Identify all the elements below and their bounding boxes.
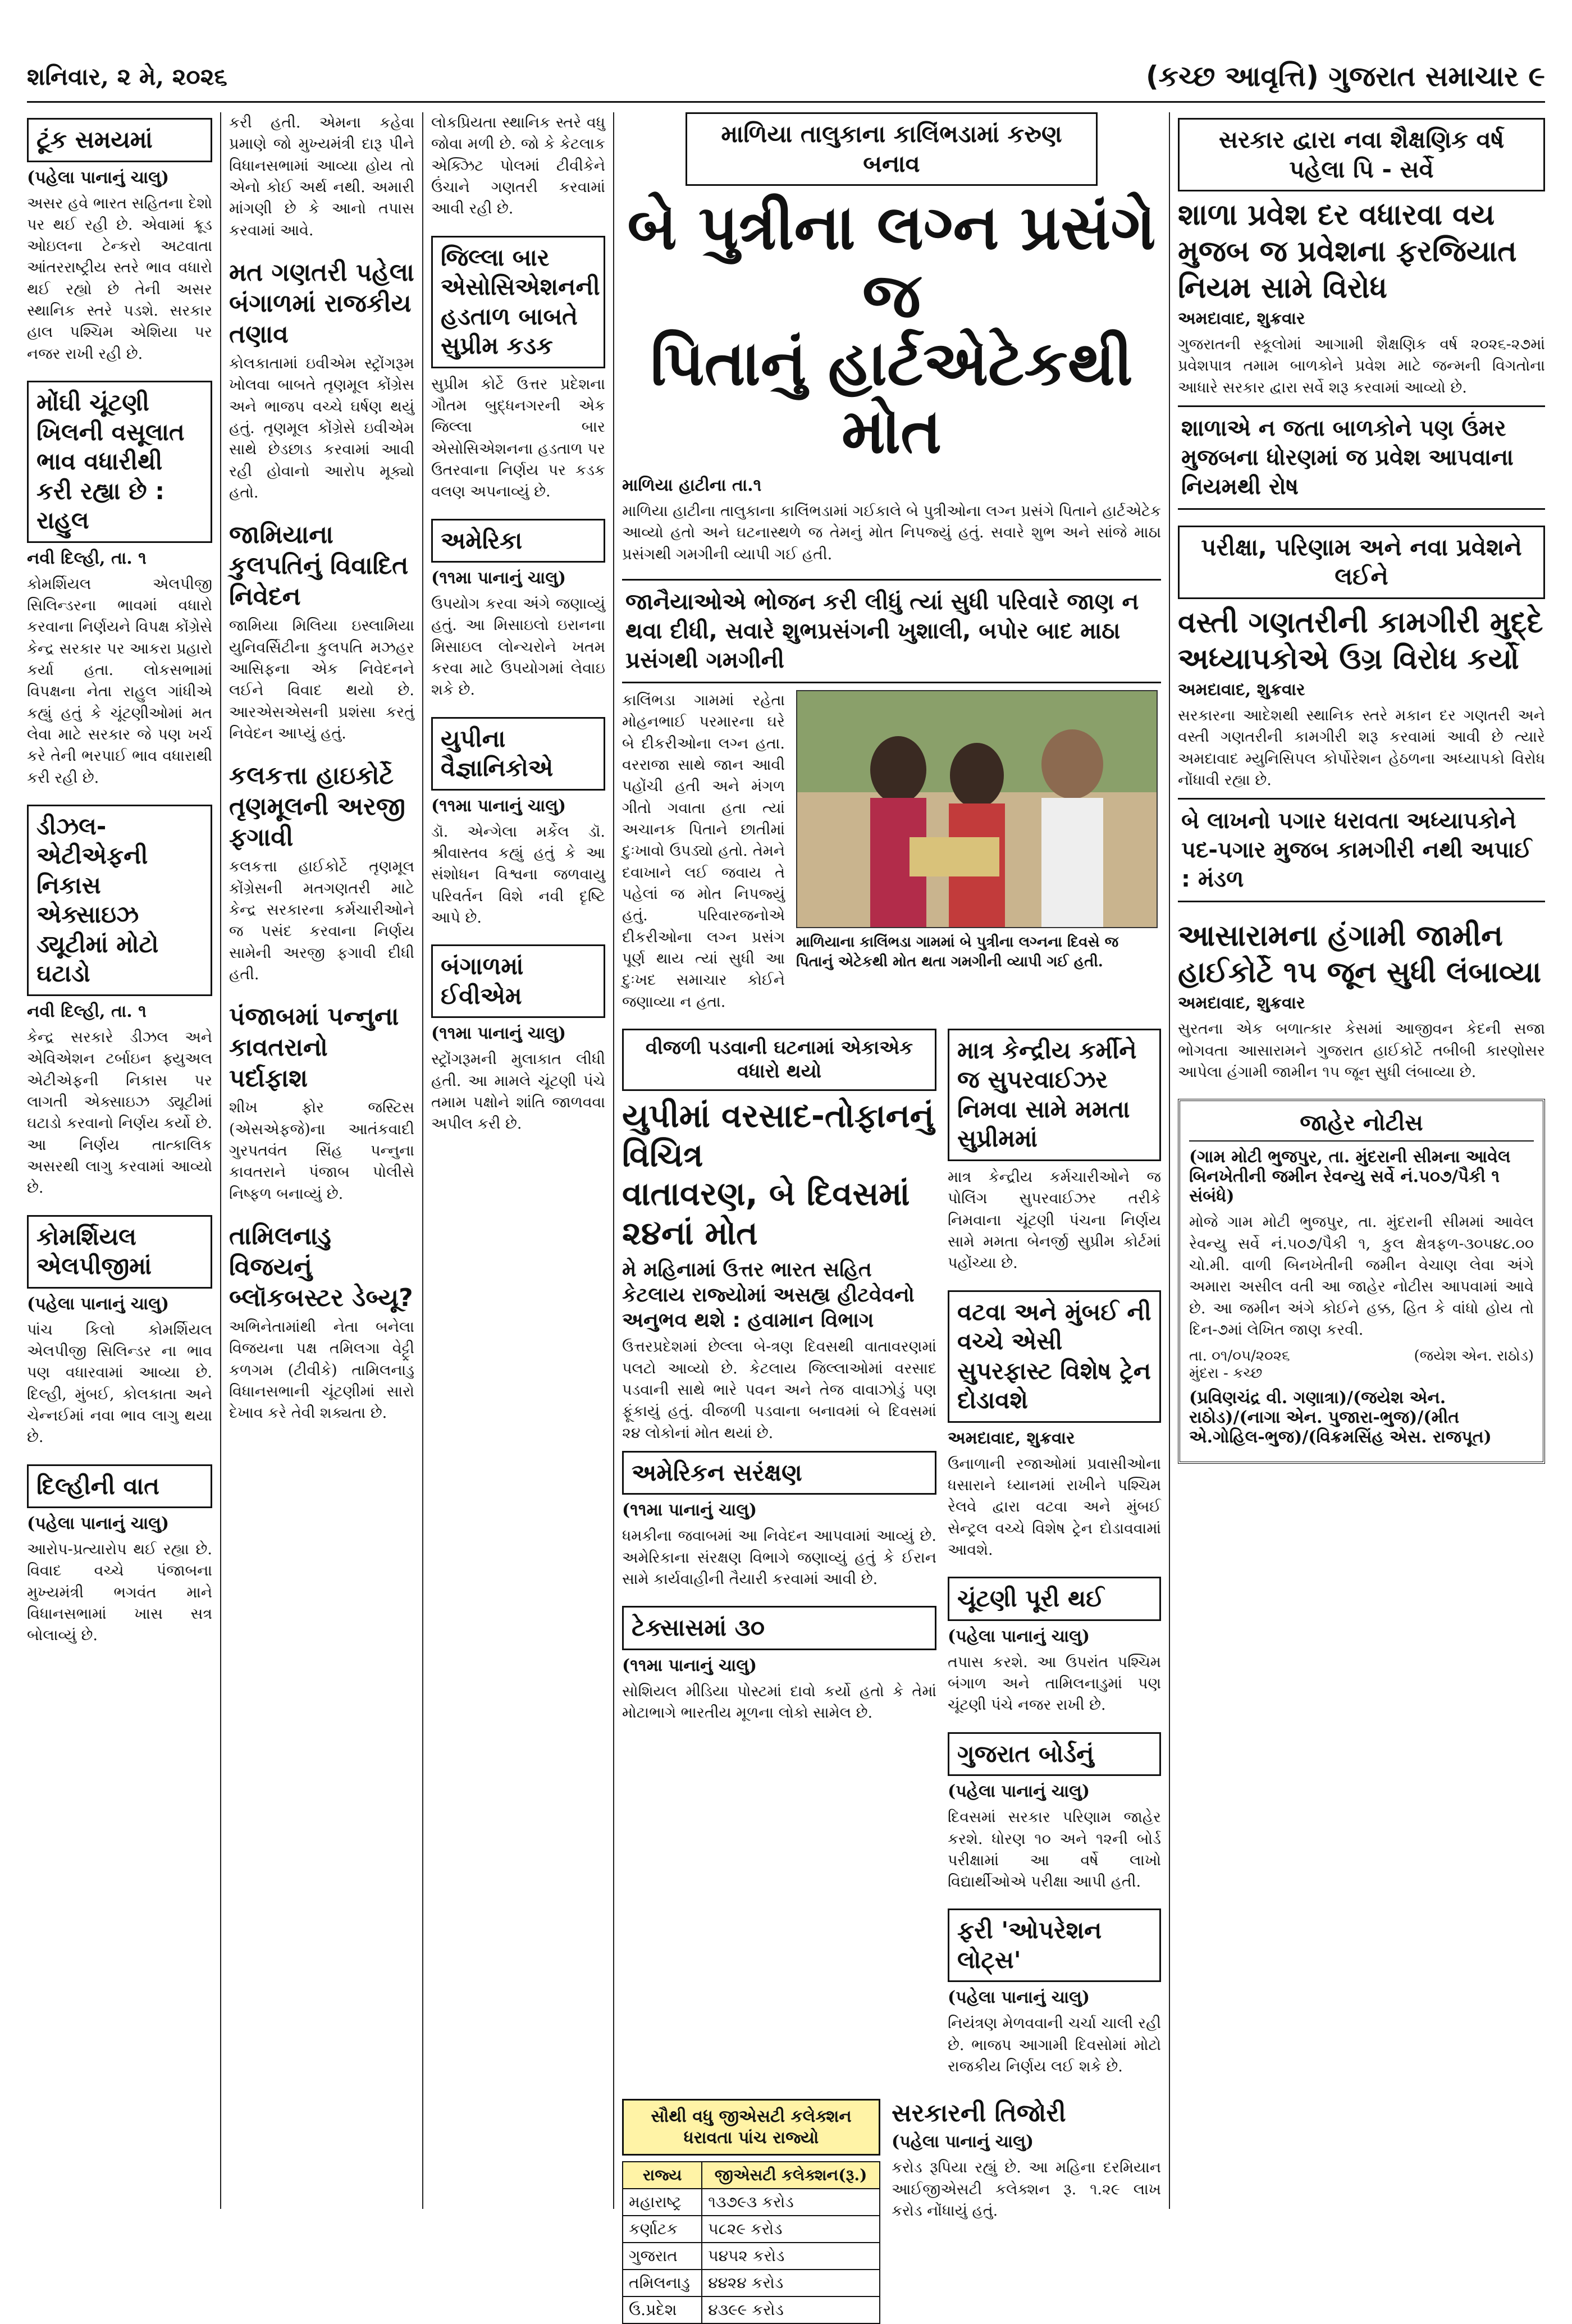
story-body: ઉનાળાની રજાઓમાં પ્રવાસીઓના ધસારાને ધ્યાનમાં રાખીને પશ્ચિમ રેલવે દ્વારા વટવા અને મુંબઈ સેન્ટ્રલ વચ્ચે વિશેષ ટ્રેન દોડાવવામાં આવશે. <box>948 1455 1161 1559</box>
news-story <box>948 1290 1161 1561</box>
story-kicker: (૧૧મા પાનાનું ચાલુ) <box>622 1500 757 1521</box>
news-story <box>948 1577 1161 1716</box>
story-body: સોશિયલ મીડિયા પોસ્ટમાં દાવો કર્યો હતો કે તેમાં મોટાભાગે ભારતીય મૂળના લોકો સામેલ છે. <box>622 1682 936 1722</box>
weather-headline-2: વાતાવરણ, બે દિવસમાં ૨૪નાં મોત <box>622 1175 910 1252</box>
lead-story <box>622 112 1161 2320</box>
story-headline: વટવા અને મુંબઈ ની વચ્ચે એસી સુપરફાસ્ટ વિશેષ ટ્રેન દોડાવશે <box>948 1290 1161 1423</box>
column-rule <box>220 112 221 2209</box>
page-header <box>27 22 1545 103</box>
column-rule <box>1169 112 1170 2209</box>
right-story-dateline: અમદાવાદ, શુક્રવાર <box>1178 993 1305 1013</box>
gst-state-cell: ઉ.પ્રદેશ <box>623 2296 702 2323</box>
story-body: અભિનેતામાંથી નેતા બનેલા વિજયના પક્ષ તમિલગા વેટ્ટ્રી કળગમ (ટીવીકે) તામિલનાડુ વિધાનસભાની ચૂંટણીમાં સારો દેખાવ કરે તેવી શક્યતા છે. <box>229 1318 414 1422</box>
story-headline: પંજાબમાં પન્નુના કાવતરાનો પર્દાફાશ <box>229 1002 399 1093</box>
story-headline: ફરી 'ઓપરેશન લોટ્સ' <box>948 1908 1161 1982</box>
story-body: દિવસમાં સરકાર પરિણામ જાહેર કરશે. ધોરણ ૧૦ અને ૧૨ની બોર્ડ પરીક્ષામાં આ વર્ષે લાખો વિદ્યાર્થીઓએ પરીક્ષા આપી હતી. <box>948 1809 1161 1891</box>
notice-date: તા. ૦૧/૦૫/૨૦૨૬ <box>1189 1348 1290 1365</box>
gst-state-cell: કર્ણાટક <box>623 2216 702 2243</box>
story-headline: ગુજરાત બોર્ડનું <box>948 1732 1161 1777</box>
story-headline: દિલ્હીની વાત <box>27 1464 212 1509</box>
news-story <box>27 1464 212 1647</box>
gst-amount-cell: ૪૪૨૪ કરોડ <box>702 2270 880 2296</box>
story-headline: મત ગણતરી પહેલા બંગાળમાં રાજકીય તણાવ <box>229 258 414 349</box>
story-body: સ્ટ્રોંગરૂમની મુલાકાત લીધી હતી. આ મામલે ચૂંટણી પંચે તમામ પક્ષોને શાંતિ જાળવવા અપીલ કરી છે. <box>431 1051 605 1133</box>
news-story <box>431 519 605 701</box>
story-headline: અમેરિકન સરંક્ષણ <box>622 1451 936 1495</box>
right-story-body: સુરતના એક બળાત્કાર કેસમાં આજીવન કેદની સજા ભોગવતા આસારામને ગુજરાત હાઈકોર્ટે તબીબી કારણોસર આપેલા હંગામી જામીન ૧૫ જૂન સુધી લંબાવ્યા છે. <box>1178 1020 1545 1081</box>
gst-state-cell: મહારાષ્ટ્ર <box>623 2189 702 2216</box>
story-headline: ડીઝલ-એટીએફની નિકાસ એક્સાઇઝ ડ્યૂટીમાં મોટો ઘટાડો <box>27 805 212 996</box>
news-story <box>27 1215 212 1449</box>
news-story <box>229 1221 414 1424</box>
column-1 <box>27 112 212 2209</box>
notice-title: જાહેર નોટીસ <box>1189 1110 1534 1142</box>
story-headline: મોંઘી ચૂંટણી ખિલની વસૂલાત ભાવ વધારીથી કરી રહ્યા છે : રાહુલ <box>27 381 212 543</box>
gst-header-state: રાજ્ય <box>623 2162 702 2189</box>
lead-subheadline: જાનૈયાઓએ ભોજન કરી લીધું ત્યાં સુધી પરિવારે જાણ ન થવા દીધી, સવારે શુભપ્રસંગની ખુશાલી, બપોર બાદ માઠા પ્રસંગથી ગમગીની <box>622 579 1161 683</box>
treasury-kicker: (પહેલા પાનાનું ચાલુ) <box>892 2132 1034 2152</box>
story-kicker: (૧૧મા પાનાનું ચાલુ) <box>431 1024 566 1044</box>
gst-amount-cell: ૧૩૭૯૩ કરોડ <box>702 2189 880 2216</box>
center-left-briefs <box>622 1451 936 1724</box>
story-headline: યુપીના વૈજ્ઞાનિકોએ <box>431 717 605 791</box>
story-body: જામિયા મિલિયા ઇસ્લામિયા યુનિવર્સિટીના કુલપતિ મઝહર આસિફના એક નિવેદનને લઈને વિવાદ થયો છે. આરએસએસની પ્રશંસા કરતું નિવેદન આપ્યું હતું. <box>229 617 414 742</box>
news-story <box>431 236 605 503</box>
wedding-photo <box>796 690 1158 928</box>
story-headline: ટૂંક સમયમાં <box>27 118 212 162</box>
gst-state-cell: ગુજરાત <box>623 2243 702 2270</box>
lead-kicker: માળિયા તાલુકાના કાલિંભડામાં કરુણ બનાવ <box>686 112 1098 186</box>
news-story <box>948 1029 1161 1275</box>
story-headline: ચૂંટણી પૂરી થઈ <box>948 1577 1161 1621</box>
story-kicker: (પહેલા પાનાનું ચાલુ) <box>948 1988 1090 2008</box>
right-story-kicker: સરકાર દ્વારા નવા શૈક્ષણિક વર્ષ પહેલા પિ - સર્વે <box>1178 118 1545 191</box>
story-kicker: (પહેલા પાનાનું ચાલુ) <box>948 1782 1090 1802</box>
treasury-body: કરોડ રૂપિયા રહ્યું છે. આ મહિના દરમિયાન આઈજીએસટી કલેક્શન રૂ. ૧.૨૯ લાખ કરોડ નોંધાયું હતું. <box>892 2159 1161 2220</box>
news-story <box>229 1001 414 1205</box>
photo-caption: માળિયાના કાલિંભડા ગામમાં બે પુત્રીના લગ્નના દિવસે જ પિતાનું એટેકથી મોત થતા ગમગીની વ્યાપી ગઈ હતી. <box>796 933 1119 971</box>
gst-table-title: સૌથી વધુ જીએસટી કલેક્શન ધરાવતા પાંચ રાજ્યો <box>622 2099 880 2156</box>
gst-amount-cell: ૫૮૨૯ કરોડ <box>702 2216 880 2243</box>
notice-subtitle: (ગામ મોટી ભુજપુર, તા. મુંદરાની સીમના આવેલ બિનખેતીની જમીન રેવન્યુ સર્વે નં.૫૦૭/પૈકી ૧ સંબંધે) <box>1189 1147 1511 1207</box>
story-headline: બંગાળમાં ઈવીએમ <box>431 944 605 1018</box>
issue-date: શનિવાર, ૨ મે, ૨૦૨૬ <box>27 63 227 90</box>
column-2 <box>229 112 414 2209</box>
right-story-dateline: અમદાવાદ, શુક્રવાર <box>1178 679 1305 700</box>
lead-headline-line-2: પિતાનું હાર્ટએટેકથી મોત <box>650 327 1133 467</box>
gst-table-row <box>623 2243 880 2270</box>
public-notice <box>1178 1099 1545 1464</box>
gst-table-row <box>623 2270 880 2296</box>
news-story <box>229 112 414 241</box>
notice-footer: (પ્રવિણચંદ્ર વી. ગણાત્રા)/(જયેશ એન. રાઠોડ)/(નાગા એન. પુજારા-ભુજ)/(મીત એ.ગોહિલ-ભુજ)/(વિક્રમસિંહ એસ. રાજપૂત) <box>1189 1388 1492 1448</box>
edition-label: (કચ્છ આવૃત્તિ) <box>1145 60 1319 93</box>
news-story <box>27 805 212 1199</box>
news-story <box>229 257 414 504</box>
gst-header-amount: જીએસટી કલેક્શન(રૂ.) <box>702 2162 880 2189</box>
gst-table-row <box>623 2216 880 2243</box>
treasury-headline: સરકારની તિજોરી <box>892 2099 1066 2128</box>
story-body: કોમર્શિયલ એલપીજી સિલિન્ડરના ભાવમાં વધારો કરવાના નિર્ણયને વિપક્ષ કોંગ્રેસે કેન્દ્ર સરકાર પર આકરા પ્રહારો કર્યા હતા. લોકસભામાં વિપક્ષના નેતા રાહુલ ગાંધીએ કહ્યું હતું કે ચૂંટણીઓમાં મત લેવા માટે સરકાર જે પણ ખર્ચ કરે તેની ભરપાઈ ભાવ વધારાથી કરી રહી છે. <box>27 575 212 787</box>
right-story-dateline: અમદાવાદ, શુક્રવાર <box>1178 309 1305 328</box>
story-kicker: નવી દિલ્હી, તા. ૧ <box>27 548 147 568</box>
news-story <box>622 1606 936 1724</box>
news-story <box>229 519 414 745</box>
story-kicker: અમદાવાદ, શુક્રવાર <box>948 1428 1075 1448</box>
story-kicker: (૧૧મા પાનાનું ચાલુ) <box>431 568 566 588</box>
notice-signer: (જયેશ એન. રાઠોડ) <box>1414 1348 1534 1365</box>
story-body: આરોપ-પ્રત્યારોપ થઈ રહ્યા છે. વિવાદ વચ્ચે પંજાબના મુખ્યમંત્રી ભગવંત માને વિધાનસભામાં ખાસ સત્ર બોલાવ્યું છે. <box>27 1541 212 1645</box>
news-story <box>431 717 605 929</box>
right-story <box>1178 118 1545 510</box>
right-story-subheadline: શાળાએ ન જતા બાળકોને પણ ઉંમર મુજબના ધોરણમાં જ પ્રવેશ આપવાના નિયમથી રોષ <box>1178 405 1545 510</box>
story-body: શીખ ફોર જસ્ટિસ (એસએફજે)ના આતંકવાદી ગુરપતવંત સિંહ પન્નુના કાવતરાને પંજાબ પોલીસે નિષ્ફળ બનાવ્યું છે. <box>229 1099 414 1203</box>
story-body: પાંચ કિલો કોમર્શિયલ એલપીજી સિલિન્ડર ના ભાવ પણ વધારવામાં આવ્યા છે. દિલ્હી, મુંબઈ, કોલકાતા અને ચેન્નઈમાં નવા ભાવ લાગુ થયા છે. <box>27 1321 212 1446</box>
story-kicker: (પહેલા પાનાનું ચાલુ) <box>27 1294 170 1314</box>
lead-dateline: માળિયા હાટીના તા.૧ <box>622 476 762 495</box>
right-story-headline: શાળા પ્રવેશ દર વધારવા વય મુજબ જ પ્રવેશના ફરજિયાત નિયમ સામે વિરોધ <box>1178 198 1517 305</box>
right-story-headline: વસ્તી ગણતરીની કામગીરી મુદ્દે અધ્યાપકોએ ઉગ્ર વિરોધ કર્યો <box>1178 605 1543 676</box>
lead-body: કાલિંભડા ગામમાં રહેતા મોહનભાઈ પરમારના ઘરે બે દીકરીઓના લગ્ન હતા. વરરાજા સાથે જાન આવી પહોંચી હતી અને મંગળ ગીતો ગવાતા હતા ત્યાં અચાનક પિતાને છાતીમાં દુઃખાવો ઉપડ્યો હતો. તેમને દવાખાને લઈ જવાય તે પહેલાં જ મોત નિપજ્યું હતું. પરિવારજનોએ દીકરીઓના લગ્ન પ્રસંગ પૂર્ણ થાય ત્યાં સુધી આ દુઃખદ સમાચાર કોઈને જણાવ્યા ન હતા. <box>622 691 785 1011</box>
story-body: તપાસ કરશે. આ ઉપરાંત પશ્ચિમ બંગાળ અને તામિલનાડુમાં પણ ચૂંટણી પંચે નજર રાખી છે. <box>948 1653 1161 1714</box>
notice-body: મોજે ગામ મોટી ભુજપુર, તા. મુંદરાની સીમમાં આવેલ રેવન્યુ સર્વે નં.૫૦૭/પૈકી ૧, કુલ ક્ષેત્રફળ-૩૦૫૪૮.૦૦ ચો.મી. વાળી બિનખેતીની જમીન વેચાણ લેવા અંગે અમારા અસીલ વતી આ જાહેર નોટીસ આપવામાં આવે છે. આ જમીન અંગે કોઈને હક્ક, હિત કે વાંધો હોય તો દિન-૭માં લેખિત જાણ કરવી. <box>1189 1213 1534 1339</box>
right-story-kicker: પરીક્ષા, પરિણામ અને નવા પ્રવેશને લઈને <box>1178 526 1545 599</box>
news-story <box>229 760 414 985</box>
story-body: લોકપ્રિયતા સ્થાનિક સ્તરે વધુ જોવા મળી છે. જો કે કેટલાક એક્ઝિટ પોલમાં ટીવીકેને ઉંચાને ગણતરી કરવામાં આવી રહી છે. <box>431 114 605 218</box>
story-body: ધમકીના જવાબમાં આ નિવેદન આપવામાં આવ્યું છે. અમેરિકાના સંરક્ષણ વિભાગે જણાવ્યું હતું કે ઈરાન સામે કાર્યવાહીની તૈયારી કરવામાં આવી છે. <box>622 1527 936 1588</box>
story-headline: અમેરિકા <box>431 519 605 563</box>
paper-name: ગુજરાત સમાચાર ૯ <box>1328 60 1545 93</box>
news-story <box>948 1732 1161 1893</box>
story-body: કેન્દ્ર સરકારે ડીઝલ અને એવિએશન ટર્બાઇન ફ્યુઅલ એટીએફની નિકાસ પર લાગતી એક્સાઇઝ ડ્યૂટીમાં ઘટાડો કરવાનો નિર્ણય કર્યો છે. આ નિર્ણય તાત્કાલિક અસરથી લાગુ કરવામાં આવ્યો છે. <box>27 1028 212 1197</box>
column-rule <box>613 112 614 2209</box>
right-story <box>1178 918 1545 1083</box>
right-story-body: ગુજરાતની સ્કૂલોમાં આગામી શૈક્ષણિક વર્ષ ૨૦૨૬-૨૭માં પ્રવેશપાત્ર તમામ બાળકોને પ્રવેશ માટે જન્મની વિગતોના આધારે સરકાર દ્વારા સર્વે શરૂ કરવામાં આવ્યો છે. <box>1178 336 1545 396</box>
right-column <box>1178 112 1545 2209</box>
right-story <box>1178 526 1545 902</box>
story-body: કોલકાતામાં ઇવીએમ સ્ટ્રોંગરૂમ ખોલવા બાબતે તૃણમૂલ કોંગ્રેસ અને ભાજપ વચ્ચે ઘર્ષણ થયું હતું. તૃણમૂલ કોંગ્રેસે ઇવીએમ સાથે છેડછાડ કરવામાં આવી રહી હોવાનો આરોપ મૂક્યો હતો. <box>229 354 414 501</box>
story-body: માત્ર કેન્દ્રીય કર્મચારીઓને જ પોલિંગ સુપરવાઈઝર તરીકે નિમવાના ચૂંટણી પંચના નિર્ણય સામે મમતા બેનર્જી સુપ્રીમ કોર્ટમાં પહોંચ્યા છે. <box>948 1168 1161 1272</box>
story-headline: કલકત્તા હાઇકોર્ટે તૃણમૂલની અરજી ફગાવી <box>229 761 405 852</box>
story-headline: ટેક્સાસમાં ૩૦ <box>622 1606 936 1650</box>
notice-place: મુંદરા - કચ્છ <box>1189 1365 1263 1382</box>
story-kicker: (૧૧મા પાનાનું ચાલુ) <box>622 1655 757 1675</box>
news-story <box>948 1908 1161 2078</box>
weather-body: ઉત્તરપ્રદેશમાં છેલ્લા બે-ત્રણ દિવસથી વાતાવરણમાં પલટો આવ્યો છે. કેટલાય જિલ્લાઓમાં વરસાદ પડવાની સાથે ભારે પવન અને તેજ વાવાઝોડું પણ ફૂંકાયું હતું. વીજળી પડવાના બનાવમાં બે દિવસમાં ૨૪ લોકોનાં મોત થયાં છે. <box>622 1338 936 1442</box>
story-kicker: (પહેલા પાનાનું ચાલુ) <box>27 167 170 188</box>
right-story-body: સરકારના આદેશથી સ્થાનિક સ્તરે મકાન દર ગણતરી અને વસ્તી ગણતરીની કામગીરી શરૂ કરવામાં આવી છે ત્યારે અમદાવાદ મ્યુનિસિપલ કોર્પોરેશન હેઠળના અધ્યાપકો વિરોધ નોંધાવી રહ્યા છે. <box>1178 706 1545 789</box>
news-story <box>27 118 212 365</box>
weather-kicker: વીજળી પડવાની ઘટનામાં એકાએક વધારો થયો <box>622 1029 936 1091</box>
gst-amount-cell: ૫૪૫૨ કરોડ <box>702 2243 880 2270</box>
gst-state-cell: તમિલનાડુ <box>623 2270 702 2296</box>
lead-headline-line-1: બે પુત્રીના લગ્ન પ્રસંગે જ <box>627 191 1156 331</box>
news-story <box>431 944 605 1135</box>
story-headline: માત્ર કેન્દ્રીય કર્મીને જ સુપરવાઈઝર નિમવા સામે મમતા સુપ્રીમમાં <box>948 1029 1161 1161</box>
gst-table <box>622 2161 880 2324</box>
story-kicker: (પહેલા પાનાનું ચાલુ) <box>27 1514 170 1533</box>
story-kicker: (૧૧મા પાનાનું ચાલુ) <box>431 796 566 816</box>
story-headline: જિલ્લા બાર એસોસિએશનની હડતાળ બાબતે સુપ્રીમ કડક <box>431 236 605 368</box>
column-3 <box>431 112 605 2209</box>
story-headline: તામિલનાડુ વિજયનું બ્લૉકબસ્ટર ડેબ્યૂ? <box>229 1221 413 1312</box>
story-kicker: (પહેલા પાનાનું ચાલુ) <box>948 1626 1090 1646</box>
story-body: કલકત્તા હાઈકોર્ટે તૃણમૂલ કોંગ્રેસની મતગણતરી માટે કેન્દ્ર સરકારના કર્મચારીઓને જ પસંદ કરવાના નિર્ણય સામેની અરજી ફગાવી દીધી હતી. <box>229 858 414 983</box>
story-body: ડૉ. એન્ગેલા મર્કેલ ડૉ. શ્રીવાસ્તવ કહ્યું હતું કે આ સંશોધન વિશ્વના જળવાયુ પરિવર્તન વિશે નવી દૃષ્ટિ આપે છે. <box>431 823 605 927</box>
photo-illustration <box>797 691 1157 927</box>
story-body: નિયંત્રણ મેળવવાની ચર્ચા ચાલી રહી છે. ભાજપ આગામી દિવસોમાં મોટો રાજકીય નિર્ણય લઈ શકે છે. <box>948 2015 1161 2076</box>
center-right-briefs <box>948 1029 1161 2078</box>
story-headline: કોમર્શિયલ એલપીજીમાં <box>27 1215 212 1289</box>
gst-table-row <box>623 2189 880 2216</box>
story-body: સુપ્રીમ કોર્ટે ઉત્તર પ્રદેશના ગૌતમ બુદ્ધનગરની એક જિલ્લા બાર એસોસિએશનના હડતાળ પર ઉતરવાના નિર્ણય પર કડક વલણ અપનાવ્યું છે. <box>431 375 605 501</box>
story-body: કરી હતી. એમના કહેવા પ્રમાણે જો મુખ્યમંત્રી દારૂ પીને વિધાનસભામાં આવ્યા હોય તો એનો કોઈ અર્થ નથી. અમારી માંગણી છે કે આનો તપાસ કરવામાં આવે. <box>229 114 414 239</box>
story-kicker: નવી દિલ્હી, તા. ૧ <box>27 1001 147 1021</box>
news-story <box>431 112 605 220</box>
story-body: ઉપયોગ કરવા અંગે જણાવ્યું હતું. આ મિસાઇલો ઇરાનના મિસાઇલ લોન્ચરોને ખતમ કરવા માટે ઉપયોગમાં લેવાઇ શકે છે. <box>431 595 605 699</box>
masthead <box>1146 60 1545 101</box>
story-headline: જામિયાના કુલપતિનું વિવાદિત નિવેદન <box>229 520 409 611</box>
weather-headline-1: યુપીમાં વરસાદ-તોફાનનું વિચિત્ર <box>622 1096 934 1174</box>
news-story <box>27 381 212 789</box>
column-rule <box>422 112 423 2209</box>
lead-intro: માળિયા હાટીના તાલુકાના કાલિંભડામાં ગઈકાલે બે પુત્રીઓના લગ્ન પ્રસંગે પિતાને હાર્ટએટેક આવ્યો હતો અને ઘટનાસ્થળે જ તેમનું મોત નિપજ્યું હતું. સવારે શુભ અને સાંજે માઠા પ્રસંગથી ગમગીની વ્યાપી ગઈ હતી. <box>622 503 1161 563</box>
gst-amount-cell: ૪૩૯૯ કરોડ <box>702 2296 880 2323</box>
right-story-headline: આસારામના હંગામી જામીન હાઈકોર્ટે ૧૫ જૂન સુધી લંબાવ્યા <box>1178 919 1542 990</box>
right-story-subheadline: બે લાખનો પગાર ધરાવતા અધ્યાપકોને પદ-પગાર મુજબ કામગીરી નથી અપાઈ : મંડળ <box>1178 798 1545 902</box>
gst-table-row <box>623 2296 880 2323</box>
story-body: અસર હવે ભારત સહિતના દેશો પર થઈ રહી છે. એવામાં ક્રૂડ ઓઇલના ટેન્કરો અટવાતા આંતરરાષ્ટ્રીય સ્તરે ભાવ વધારો થઈ રહ્યો છે તેની અસર સ્થાનિક સ્તરે પડશે. સરકાર હાલ પશ્ચિમ એશિયા પર નજર રાખી રહી છે. <box>27 194 212 363</box>
weather-subheadline: મે મહિનામાં ઉત્તર ભારત સહિત કેટલાય રાજ્યોમાં અસહ્ય હીટવેવનો અનુભવ થશે : હવામાન વિભાગ <box>622 1258 915 1332</box>
news-story <box>622 1451 936 1590</box>
